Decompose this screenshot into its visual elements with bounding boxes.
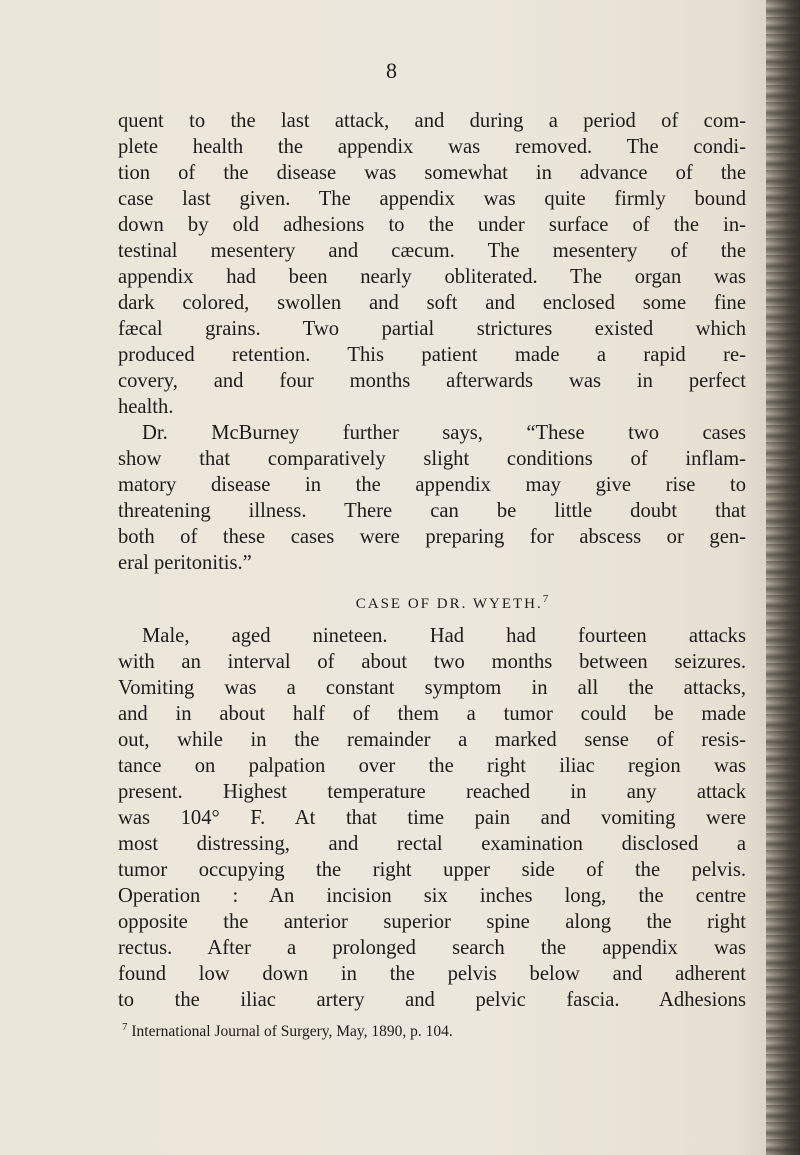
text-line: fæcal grains. Two partial strictures existed which (118, 318, 746, 340)
paragraph-2 (118, 420, 746, 576)
paragraph-3 (118, 623, 746, 1013)
text-line: produced retention. This patient made a rapid re- (118, 344, 746, 366)
body-text (118, 108, 746, 1042)
text-line: eral peritonitis.” (118, 552, 252, 574)
footnote-mark: 7 (122, 1021, 128, 1033)
text-line: health. (118, 396, 174, 418)
text-line: opposite the anterior superior spine along the right (118, 911, 746, 933)
footnote-text: International Journal of Surgery, May, 1890, p. 104. (131, 1023, 453, 1041)
text-line: tion of the disease was somewhat in advance of the (118, 162, 746, 184)
text-line: appendix had been nearly obliterated. The organ was (118, 266, 746, 288)
text-line: most distressing, and rectal examination disclosed a (118, 833, 746, 855)
text-line: Vomiting was a constant symptom in all the attacks, (118, 677, 746, 699)
footnote-reference: 7 (542, 593, 549, 605)
page-number: 8 (386, 58, 398, 83)
text-line: out, while in the remainder a marked sense of resis- (118, 729, 746, 751)
paragraph-1 (118, 108, 746, 420)
text-line: Dr. McBurney further says, “These two cases (142, 422, 746, 444)
text-line: was 104° F. At that time pain and vomiting were (118, 807, 746, 829)
text-line: rectus. After a prolonged search the appendix was (118, 937, 746, 959)
text-line: Male, aged nineteen. Had had fourteen attacks (142, 625, 746, 647)
book-spine-edge (766, 0, 800, 1155)
text-line: down by old adhesions to the under surface of the in- (118, 214, 746, 236)
text-line: matory disease in the appendix may give rise to (118, 474, 746, 496)
footnote (118, 1017, 746, 1042)
heading-text: CASE OF DR. WYETH. (355, 596, 543, 612)
text-line: and in about half of them a tumor could be made (118, 703, 746, 725)
text-line: case last given. The appendix was quite firmly bound (118, 188, 746, 210)
text-line: covery, and four months afterwards was in perfect (118, 370, 746, 392)
text-line: threatening illness. There can be little doubt that (118, 500, 746, 522)
text-line: present. Highest temperature reached in any attack (118, 781, 746, 803)
text-line: quent to the last attack, and during a period of com- (118, 110, 746, 132)
text-line: dark colored, swollen and soft and enclosed some fine (118, 292, 746, 314)
text-line: testinal mesentery and cæcum. The mesentery of the (118, 240, 746, 262)
section-heading (118, 588, 746, 615)
text-line: Operation : An incision six inches long, the centre (118, 885, 746, 907)
text-line: to the iliac artery and pelvic fascia. Adhesions (118, 989, 746, 1011)
text-line: both of these cases were preparing for abscess or gen- (118, 526, 746, 548)
text-line: tance on palpation over the right iliac region was (118, 755, 746, 777)
text-line: with an interval of about two months between seizures. (118, 651, 746, 673)
text-line: plete health the appendix was removed. The condi- (118, 136, 746, 158)
text-line: tumor occupying the right upper side of the pelvis. (118, 859, 746, 881)
text-line: found low down in the pelvis below and adherent (118, 963, 746, 985)
text-line: show that comparatively slight conditions of inflam- (118, 448, 746, 470)
